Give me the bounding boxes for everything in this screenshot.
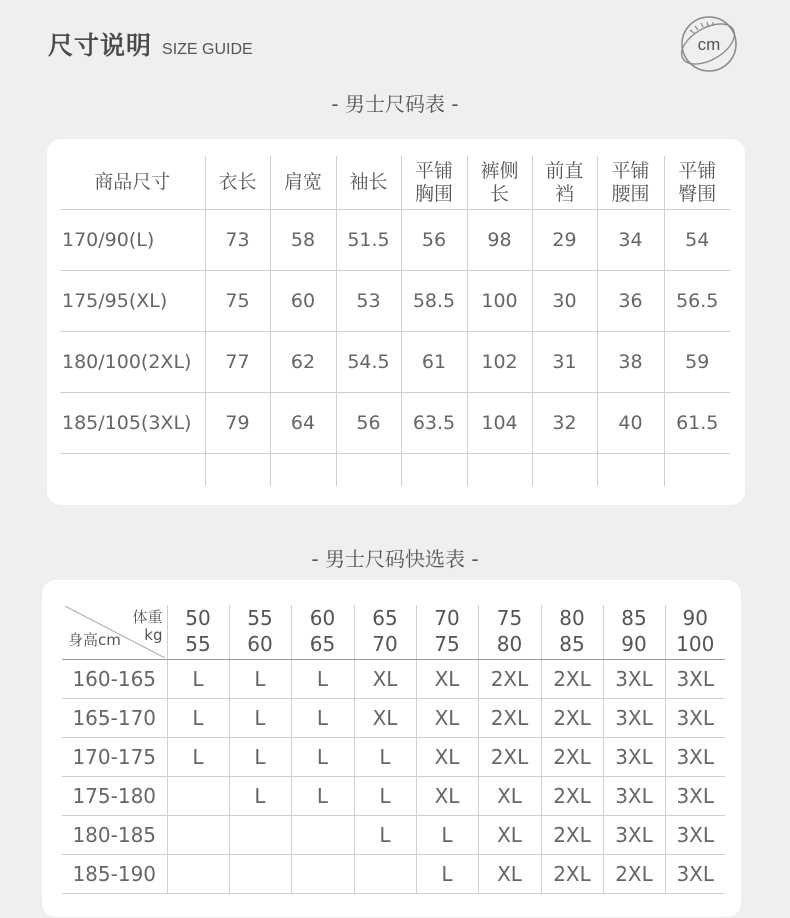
size-cell: L — [291, 777, 354, 816]
table-row — [60, 210, 730, 271]
cm-unit-badge — [678, 14, 740, 74]
table-cell: 31 — [532, 332, 597, 393]
size-table — [60, 156, 730, 486]
table-cell: 40 — [597, 393, 664, 454]
table-cell: 61.5 — [664, 393, 730, 454]
size-cell: L — [291, 660, 354, 699]
col-header: 袖长 — [336, 156, 401, 210]
quick-table-title: - 男士尺码快选表 - — [311, 547, 479, 571]
size-cell: L — [354, 738, 416, 777]
table-cell: 59 — [664, 332, 730, 393]
size-cell: 3XL — [665, 855, 725, 894]
height-cell: 185-190 — [62, 855, 167, 894]
empty-cell — [532, 454, 597, 487]
height-label: 身高cm — [68, 631, 121, 649]
size-cell: L — [167, 660, 229, 699]
table-row — [62, 855, 725, 894]
size-cell: 2XL — [541, 777, 603, 816]
weight-range-header: 55 60 — [229, 605, 291, 660]
table-row-empty — [60, 454, 730, 487]
corner-cell — [62, 605, 167, 660]
size-cell: L — [291, 699, 354, 738]
empty-cell — [467, 454, 532, 487]
size-cell — [167, 777, 229, 816]
table-row — [60, 332, 730, 393]
table-row — [60, 271, 730, 332]
size-cell: XL — [416, 777, 478, 816]
size-cell: L — [416, 855, 478, 894]
table-cell: 56.5 — [664, 271, 730, 332]
size-cell — [354, 855, 416, 894]
table-cell: 102 — [467, 332, 532, 393]
col-header: 前直裆 — [532, 156, 597, 210]
quick-table-card — [42, 580, 741, 917]
col-header: 肩宽 — [270, 156, 336, 210]
height-cell: 170-175 — [62, 738, 167, 777]
table-cell: 36 — [597, 271, 664, 332]
size-cell: 2XL — [541, 816, 603, 855]
table-cell: 54 — [664, 210, 730, 271]
size-cell: L — [354, 777, 416, 816]
table-cell: 58 — [270, 210, 336, 271]
size-cell: 2XL — [478, 738, 541, 777]
size-cell: 2XL — [478, 660, 541, 699]
size-table-title: - 男士尺码表 - — [331, 92, 459, 116]
table-cell: 30 — [532, 271, 597, 332]
table-cell: 58.5 — [401, 271, 467, 332]
col-header: 平铺胸围 — [401, 156, 467, 210]
table-cell: 79 — [205, 393, 270, 454]
weight-range-header: 65 70 — [354, 605, 416, 660]
size-cell: L — [229, 660, 291, 699]
table-cell: 77 — [205, 332, 270, 393]
table-cell: 100 — [467, 271, 532, 332]
size-cell: XL — [478, 855, 541, 894]
table-cell: 75 — [205, 271, 270, 332]
size-cell: 3XL — [665, 699, 725, 738]
tape-measure-icon — [678, 14, 740, 74]
size-cell: 3XL — [603, 816, 665, 855]
height-cell: 180-185 — [62, 816, 167, 855]
badge-label: cm — [697, 35, 721, 54]
size-cell: 2XL — [541, 738, 603, 777]
table-cell: 38 — [597, 332, 664, 393]
size-cell: L — [229, 777, 291, 816]
size-cell: 3XL — [603, 738, 665, 777]
height-cell: 175-180 — [62, 777, 167, 816]
size-cell: L — [291, 738, 354, 777]
size-cell: 2XL — [478, 699, 541, 738]
size-cell: 3XL — [665, 777, 725, 816]
size-cell: L — [416, 816, 478, 855]
table-row — [62, 699, 725, 738]
size-cell: L — [229, 738, 291, 777]
size-cell: 180/100(2XL) — [60, 332, 205, 393]
size-cell — [229, 816, 291, 855]
size-cell — [167, 816, 229, 855]
col-header: 衣长 — [205, 156, 270, 210]
weight-range-header: 70 75 — [416, 605, 478, 660]
table-row — [62, 816, 725, 855]
size-cell — [167, 855, 229, 894]
table-row — [62, 738, 725, 777]
size-cell: L — [229, 699, 291, 738]
size-cell: 3XL — [665, 660, 725, 699]
page-subtitle: SIZE GUIDE — [162, 41, 253, 58]
col-header: 裤侧长 — [467, 156, 532, 210]
table-row — [62, 777, 725, 816]
size-cell: 170/90(L) — [60, 210, 205, 271]
size-cell: 3XL — [603, 777, 665, 816]
table-row — [60, 393, 730, 454]
size-cell: 3XL — [603, 660, 665, 699]
size-cell: L — [167, 699, 229, 738]
table-cell: 51.5 — [336, 210, 401, 271]
col-header: 商品尺寸 — [60, 156, 205, 210]
size-cell: XL — [478, 777, 541, 816]
size-cell: XL — [478, 816, 541, 855]
table-cell: 104 — [467, 393, 532, 454]
size-cell: 185/105(3XL) — [60, 393, 205, 454]
weight-range-header: 80 85 — [541, 605, 603, 660]
table-cell: 29 — [532, 210, 597, 271]
empty-cell — [664, 454, 730, 487]
size-cell: XL — [354, 699, 416, 738]
empty-cell — [401, 454, 467, 487]
empty-cell — [270, 454, 336, 487]
table-cell: 32 — [532, 393, 597, 454]
size-cell: 2XL — [541, 855, 603, 894]
size-cell: 3XL — [603, 699, 665, 738]
size-cell: 3XL — [665, 738, 725, 777]
table-cell: 73 — [205, 210, 270, 271]
table-cell: 34 — [597, 210, 664, 271]
empty-cell — [60, 454, 205, 487]
quick-size-table — [62, 605, 725, 894]
table-cell: 53 — [336, 271, 401, 332]
empty-cell — [336, 454, 401, 487]
col-header: 平铺臀围 — [664, 156, 730, 210]
table-cell: 63.5 — [401, 393, 467, 454]
table-cell: 61 — [401, 332, 467, 393]
weight-range-header: 60 65 — [291, 605, 354, 660]
weight-range-header: 75 80 — [478, 605, 541, 660]
table-cell: 62 — [270, 332, 336, 393]
empty-cell — [205, 454, 270, 487]
size-table-card — [47, 139, 745, 505]
size-cell: 175/95(XL) — [60, 271, 205, 332]
table-cell: 64 — [270, 393, 336, 454]
table-row — [62, 660, 725, 699]
quick-table-header — [62, 605, 725, 660]
page-header — [48, 26, 253, 66]
size-table-header — [60, 156, 730, 210]
weight-range-header: 85 90 — [603, 605, 665, 660]
table-cell: 54.5 — [336, 332, 401, 393]
table-cell: 56 — [401, 210, 467, 271]
weight-range-header: 50 55 — [167, 605, 229, 660]
size-cell — [229, 855, 291, 894]
table-cell: 56 — [336, 393, 401, 454]
size-cell: 2XL — [541, 699, 603, 738]
size-cell — [291, 816, 354, 855]
size-cell: 2XL — [603, 855, 665, 894]
height-cell: 160-165 — [62, 660, 167, 699]
size-cell: L — [167, 738, 229, 777]
page-title: 尺寸说明 — [48, 31, 153, 60]
height-cell: 165-170 — [62, 699, 167, 738]
empty-cell — [597, 454, 664, 487]
table-cell: 98 — [467, 210, 532, 271]
size-cell: 2XL — [541, 660, 603, 699]
size-cell: XL — [354, 660, 416, 699]
size-cell: XL — [416, 699, 478, 738]
size-cell: XL — [416, 660, 478, 699]
size-cell: L — [354, 816, 416, 855]
size-cell: XL — [416, 738, 478, 777]
size-cell — [291, 855, 354, 894]
table-cell: 60 — [270, 271, 336, 332]
weight-range-header: 90 100 — [665, 605, 725, 660]
size-cell: 3XL — [665, 816, 725, 855]
col-header: 平铺腰围 — [597, 156, 664, 210]
weight-label: 体重 kg — [132, 608, 163, 644]
